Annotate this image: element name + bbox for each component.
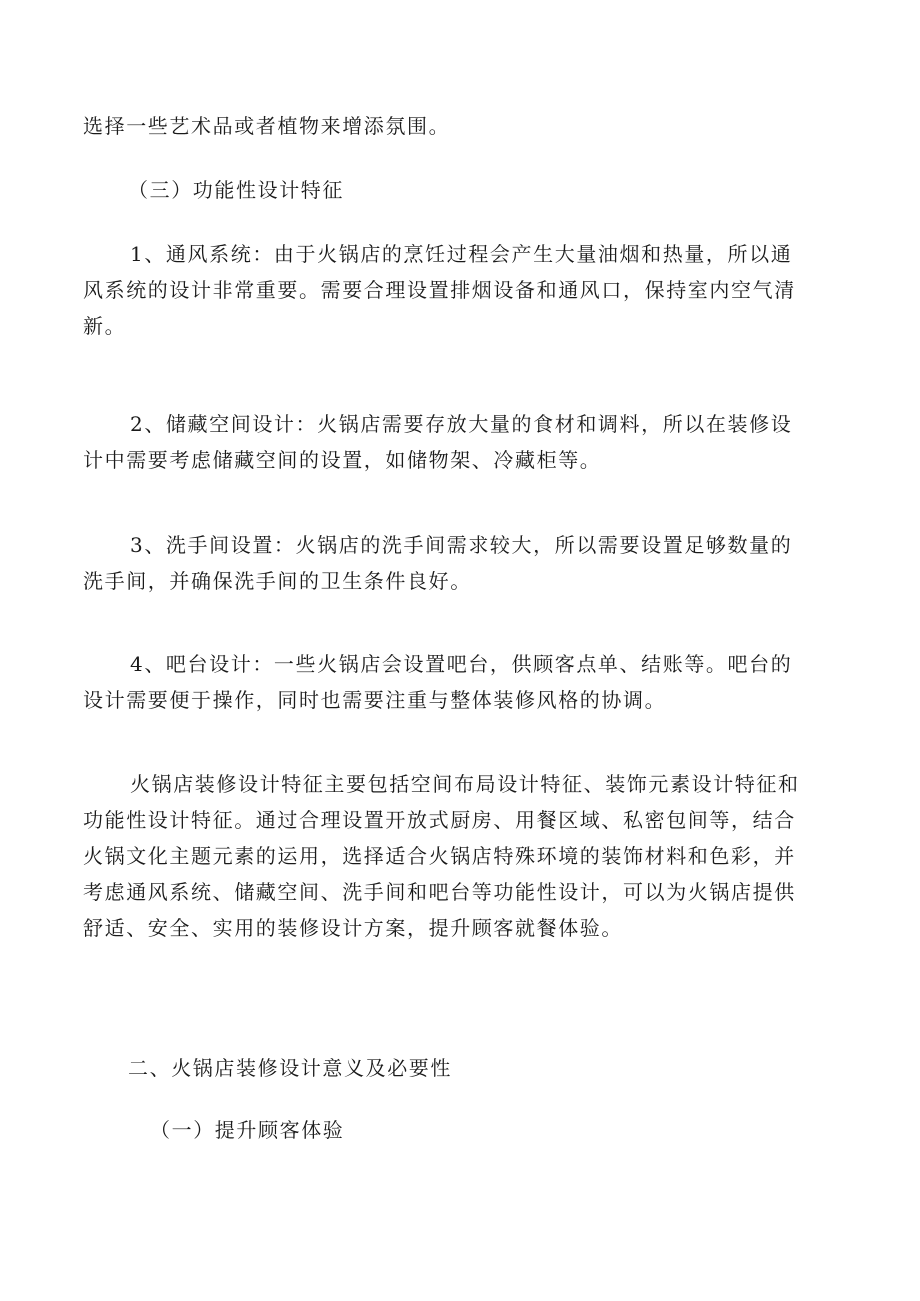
text-line: 火锅文化主题元素的运用，选择适合火锅店特殊环境的装饰材料和色彩，并 [83, 844, 796, 868]
text-line: 2、储藏空间设计：火锅店需要存放大量的食材和调料，所以在装修设 [130, 412, 793, 436]
paragraph-item-2 [83, 406, 843, 478]
text-line: 新。 [83, 314, 127, 338]
text-line: 选择一些艺术品或者植物来增添氛围。 [83, 114, 451, 138]
paragraph-continuation [83, 108, 843, 144]
heading-text: 二、火锅店装修设计意义及必要性 [128, 1056, 452, 1080]
heading-functional-design [128, 172, 888, 208]
text-line: 考虑通风系统、储藏空间、洗手间和吧台等功能性设计，可以为火锅店提供 [83, 880, 796, 904]
text-line: 计中需要考虑储藏空间的设置，如储物架、冷藏柜等。 [83, 448, 602, 472]
text-line: 4、吧台设计：一些火锅店会设置吧台，供顾客点单、结账等。吧台的 [130, 652, 793, 676]
paragraph-item-3 [83, 527, 843, 599]
paragraph-item-4 [83, 646, 843, 718]
text-line: 1、通风系统：由于火锅店的烹饪过程会产生大量油烟和热量，所以通 [130, 242, 793, 266]
heading-text: （三）功能性设计特征 [128, 178, 344, 202]
text-line: 火锅店装修设计特征主要包括空间布局设计特征、装饰元素设计特征和 [130, 772, 800, 796]
text-line: 风系统的设计非常重要。需要合理设置排烟设备和通风口，保持室内空气清 [83, 278, 796, 302]
heading-text: （一）提升顾客体验 [150, 1118, 345, 1142]
text-line: 功能性设计特征。通过合理设置开放式厨房、用餐区域、私密包间等，结合 [83, 808, 796, 832]
paragraph-item-1 [83, 236, 843, 344]
text-line: 舒适、安全、实用的装修设计方案，提升顾客就餐体验。 [83, 916, 623, 940]
text-line: 设计需要便于操作，同时也需要注重与整体装修风格的协调。 [83, 688, 667, 712]
heading-subsection-1 [150, 1112, 910, 1148]
paragraph-summary [83, 766, 843, 946]
text-line: 洗手间，并确保洗手间的卫生条件良好。 [83, 569, 472, 593]
text-line: 3、洗手间设置：火锅店的洗手间需求较大，所以需要设置足够数量的 [130, 533, 793, 557]
heading-section-2 [128, 1050, 888, 1086]
